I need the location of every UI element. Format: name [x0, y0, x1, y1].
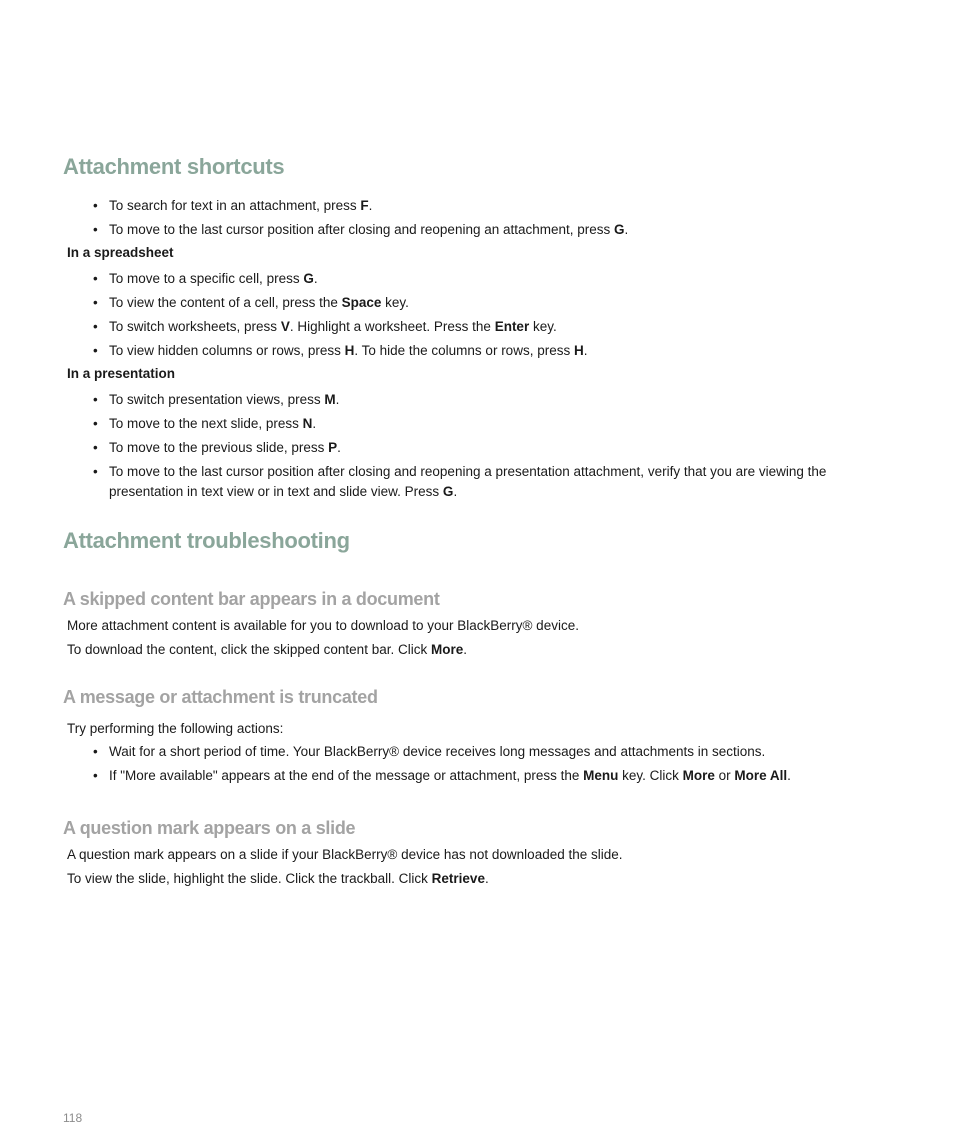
list-item: • To move to the previous slide, press P.	[93, 438, 883, 458]
list-item: • If "More available" appears at the end of the message or attachment, press the Menu key. Click More or More All.	[93, 766, 883, 786]
subheading-presentation: In a presentation	[67, 366, 176, 381]
bullet-icon: •	[93, 343, 98, 358]
bullet-icon: •	[93, 768, 98, 783]
bullet-icon: •	[93, 440, 98, 455]
list-item: • To move to the last cursor position after closing and reopening a presentation attachment, verify that you are viewing the presentation in text view or in text and slide view. Press G.	[93, 464, 827, 499]
bullet-icon: •	[93, 464, 98, 479]
list-item: • To move to the next slide, press N.	[93, 414, 883, 434]
list-item: • Wait for a short period of time. Your BlackBerry® device receives long messages and attachments in sections.	[93, 742, 883, 762]
list-item: • To move to the last cursor position after closing and reopening an attachment, press G.	[93, 220, 883, 240]
bullet-icon: •	[93, 744, 98, 759]
section-title-attachment-shortcuts: Attachment shortcuts	[63, 154, 285, 179]
subheading-spreadsheet: In a spreadsheet	[67, 245, 174, 260]
bullet-icon: •	[93, 416, 98, 431]
paragraph: A question mark appears on a slide if your BlackBerry® device has not downloaded the slide.	[67, 847, 623, 862]
list-item: • To switch presentation views, press M.	[93, 390, 883, 410]
topic-heading-skipped-content: A skipped content bar appears in a document	[63, 589, 440, 609]
topic-heading-question-mark: A question mark appears on a slide	[63, 818, 356, 838]
paragraph: To view the slide, highlight the slide. Click the trackball. Click Retrieve.	[67, 871, 489, 886]
paragraph: Try performing the following actions:	[67, 721, 284, 736]
paragraph: To download the content, click the skipped content bar. Click More.	[67, 642, 467, 657]
topic-heading-truncated: A message or attachment is truncated	[63, 687, 378, 707]
paragraph: More attachment content is available for you to download to your BlackBerry® device.	[67, 618, 579, 633]
bullet-icon: •	[93, 295, 98, 310]
list-item: • To view hidden columns or rows, press H. To hide the columns or rows, press H.	[93, 341, 883, 361]
bullet-icon: •	[93, 271, 98, 286]
bullet-icon: •	[93, 222, 98, 237]
section-title-attachment-troubleshooting: Attachment troubleshooting	[63, 528, 350, 553]
bullet-icon: •	[93, 319, 98, 334]
page-number: 118	[63, 1111, 83, 1125]
bullet-icon: •	[93, 198, 98, 213]
bullet-icon: •	[93, 392, 98, 407]
list-item: • To search for text in an attachment, press F.	[93, 196, 883, 216]
list-item: • To switch worksheets, press V. Highlight a worksheet. Press the Enter key.	[93, 317, 883, 337]
list-item: • To move to a specific cell, press G.	[93, 269, 883, 289]
list-item: • To view the content of a cell, press the Space key.	[93, 293, 883, 313]
